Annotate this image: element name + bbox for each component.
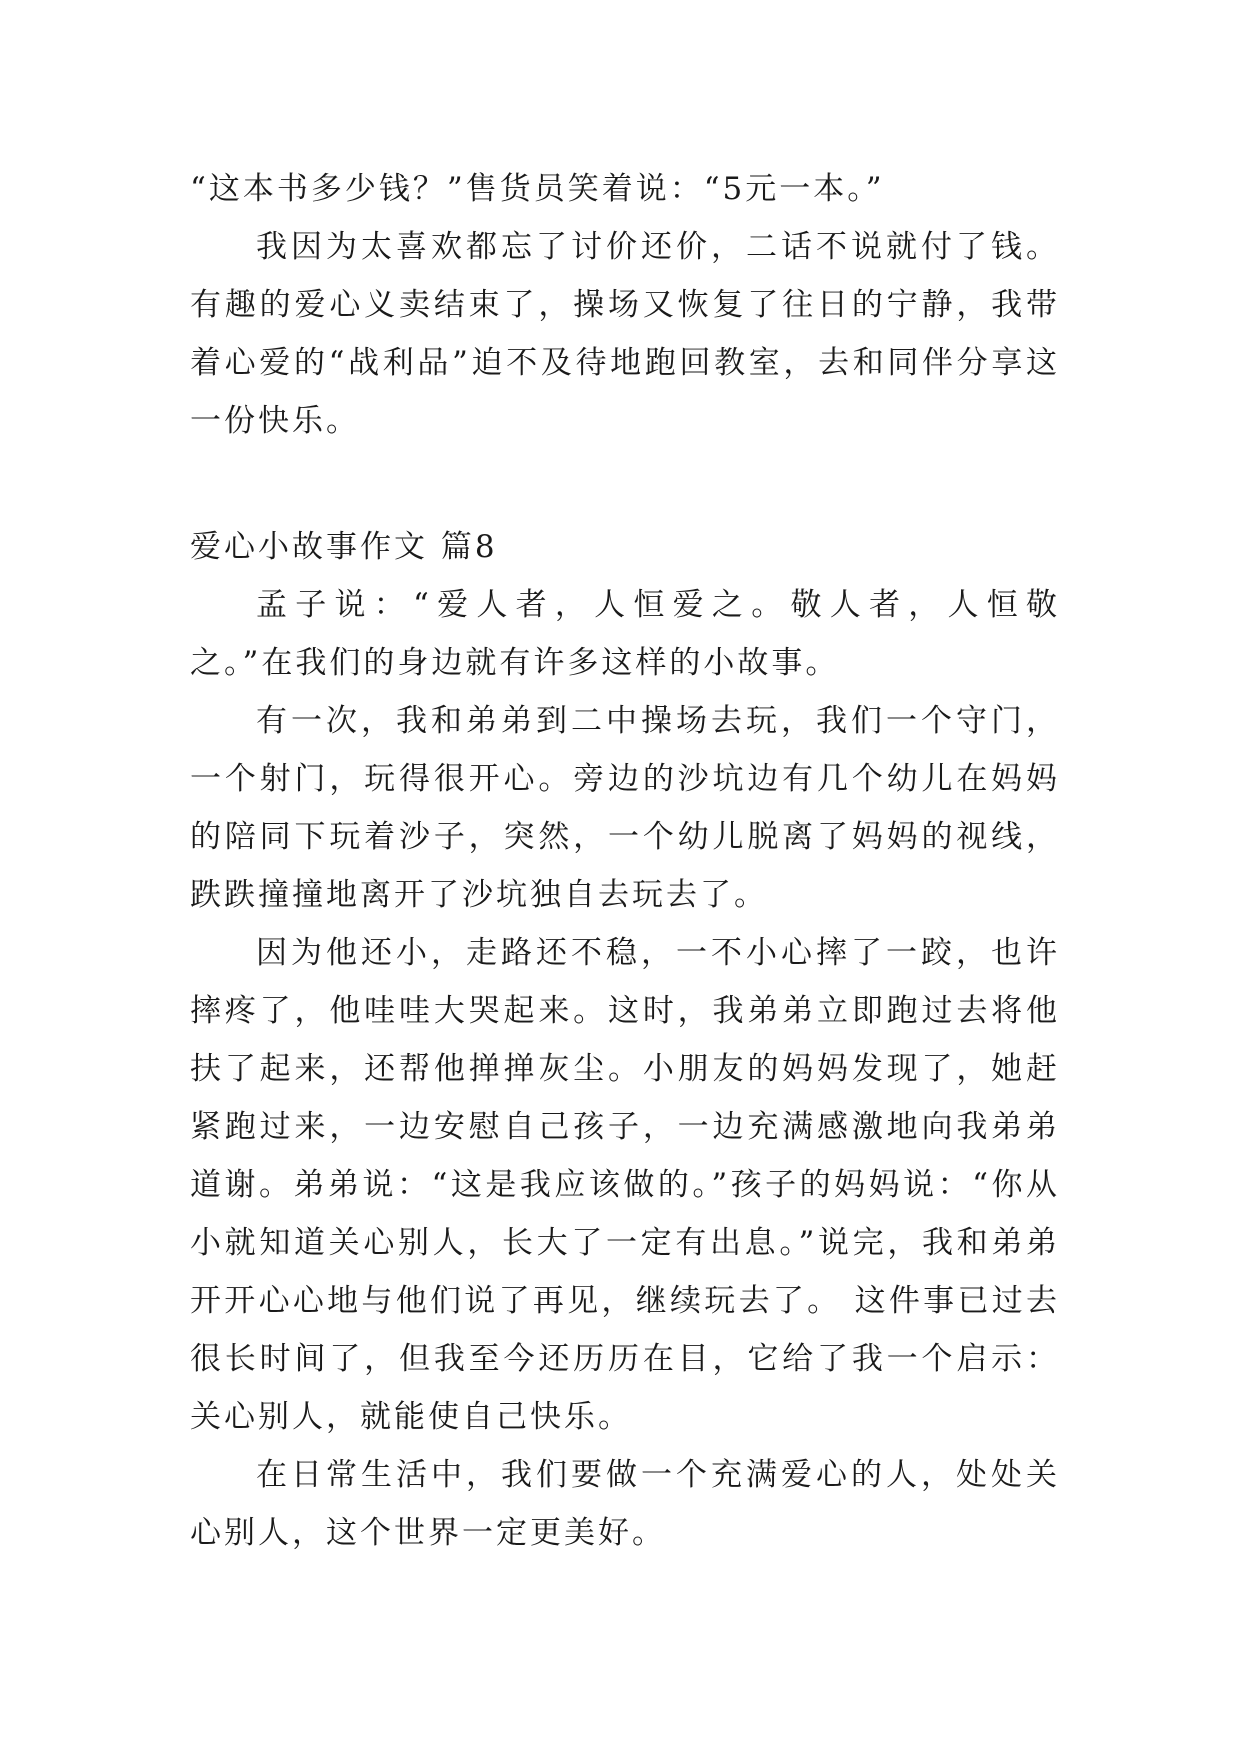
paragraph-child-falls: 因为他还小，走路还不稳，一不小心摔了一跤，也许摔疼了，他哇哇大哭起来。这时，我弟弟立即跑过去将他扶了起来，还帮他掸掸灰尘。小朋友的妈妈发现了，她赶紧跑过来，一边安慰自己孩子，一边充满感激地向我弟弟道谢。弟弟说：“这是我应该做的。”孩子的妈妈说：“你从小就知道关心别人，长大了一定有出息。”说完，我和弟弟开开心心地与他们说了再见，继续玩去了。 这件事已过去很长时间了，但我至今还历历在目，它给了我一个启示：关心别人，就能使自己快乐。 — [190, 935, 1060, 1435]
paragraph-charity-sale-end: 我因为太喜欢都忘了讨价还价，二话不说就付了钱。有趣的爱心义卖结束了，操场又恢复了往日的宁静，我带着心爱的“战利品”迫不及待地跑回教室，去和同伴分享这一份快乐。 — [190, 229, 1060, 439]
paragraph-dialogue-price: “这本书多少钱？”售货员笑着说：“5元一本。” — [190, 171, 885, 207]
section-heading: 爱心小故事作文 篇8 — [190, 529, 498, 565]
paragraph-conclusion: 在日常生活中，我们要做一个充满爱心的人，处处关心别人，这个世界一定更美好。 — [190, 1457, 1060, 1551]
paragraph-mencius-quote: 孟子说：“爱人者，人恒爱之。敬人者，人恒敬之。”在我们的身边就有许多这样的小故事。 — [190, 587, 1060, 681]
document-body — [190, 160, 1060, 1562]
paragraph-playground: 有一次，我和弟弟到二中操场去玩，我们一个守门，一个射门，玩得很开心。旁边的沙坑边有几个幼儿在妈妈的陪同下玩着沙子，突然，一个幼儿脱离了妈妈的视线，跌跌撞撞地离开了沙坑独自去玩去了。 — [190, 703, 1060, 913]
